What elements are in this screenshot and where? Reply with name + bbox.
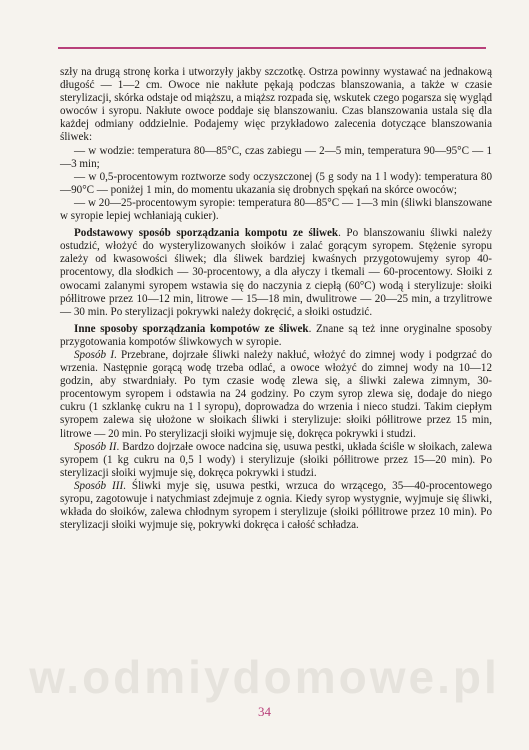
paragraph-other-methods xyxy=(60,323,492,349)
heading-other-methods: Inne sposoby sporządzania kompotów ze śliwek xyxy=(74,322,309,335)
paragraph-water: — w wodzie: temperatura 80—85°C, czas zabiegu — 2—5 min, temperatura 90—95°C — 1—3 min; xyxy=(60,144,492,170)
paragraph-soda: — w 0,5-procentowym roztworze sody oczyszczonej (5 g sody na 1 l wody): temperatura 80—90°C — poniżej 1 min, do momentu ukazania się drobnych spękań na skórce owoców; xyxy=(60,170,492,196)
heading-method-2: Sposób II xyxy=(74,440,117,453)
paragraph-method-3 xyxy=(60,480,492,532)
page-number: 34 xyxy=(258,704,271,719)
watermark: w.odmiydomowe.pl xyxy=(29,651,500,703)
text-basic-method: . Po blanszowaniu śliwki należy ostudzić, włożyć do wysterylizowanych słoików i zalać gorącym syropem. Stężenie syropu zależy od kwasowości śliwek; dla śliwek bardziej kwaśnych przygotowujemy syrop 40-procentowy, dla słodkich — 30-procentowy, a dla ałyczy i tkemali — 60-procentowy. Słoiki z owocami zalanymi syropem wstawia się do naczynia z ciepłą (60°C) wodą i sterylizuje: słoiki półlitrowe przez 10—12 min, litrowe — 15—18 min, dwulitrowe — 20—25 min, a trzylitrowe — 30 min. Po sterylizacji pokrywki należy dokręcić, a słoiki ostudzić. xyxy=(60,227,493,318)
text-method-1: . Przebrane, dojrzałe śliwki należy nakłuć, włożyć do zimnej wody i podgrzać do wrzenia. Następnie gorącą wodę trzeba odlać, a owoce włożyć do zimnej wody na 10—12 godzin, aby stwardniały. Po tym czasie wodę zlewa się, a śliwki zalewa zimnym, 30-procentowym syropem i odstawia na 24 godziny. Po czym syrop zlewa się, dodaje do niego cukru (1 szklankę cukru na 1 l syropu), doprowadza do wrzenia i nieco studzi. Takim ciepłym syropem zalewa się ułożone w słoikach śliwki i sterylizuje: słoiki półlitrowe przez 15 min, litrowe — 20 min. Po sterylizacji słoiki wyjmuje się, dokręca pokrywki i studzi. xyxy=(60,348,492,440)
paragraph-intro: szły na drugą stronę korka i utworzyły jakby szczotkę. Ostrza powinny wystawać na jednakową długość — 1—2 cm. Owoce nie nakłute pękają podczas blanszowania, a także w czasie sterylizacji, skórka odstaje od miąższu, a miąższ rozpada się, wskutek czego pogarsza się wygląd owoców i syropu. Nakłute owoce poddaje się blanszowaniu. Czas blanszowania ustala się dla każdej odmiany oddzielnie. Podajemy więc przykładowo zalecenia dotyczące blanszowania śliwek: xyxy=(60,66,492,144)
text-other-methods: . Znane są też inne oryginalne sposoby przygotowania kompotów śliwkowych w syropie. xyxy=(60,322,492,348)
heading-basic-method: Podstawowy sposób sporządzania kompotu ze śliwek xyxy=(74,227,339,240)
paragraph-syrup: — w 20—25-procentowym syropie: temperatura 80—85°C — 1—3 min (śliwki blanszowane w syropie lepiej wchłaniają cukier). xyxy=(60,196,492,223)
heading-method-3: Sposób III xyxy=(74,479,124,492)
page-body xyxy=(60,66,492,532)
text-method-3: . Śliwki myje się, usuwa pestki, wrzuca do wrzącego, 35—40-procentowego syropu, zagotowuje i natychmiast zdejmuje z ognia. Kiedy syrop wystygnie, wyjmuje się śliwki, wkłada do słoików, zalewa chłodnym syropem i sterylizuje (słoiki półlitrowe przez 10 min). Po sterylizacji słoiki wyjmuje się, pokrywki dokręca i całość schładza. xyxy=(60,479,492,532)
paragraph-basic-method xyxy=(60,227,492,319)
text-method-2: . Bardzo dojrzałe owoce nadcina się, usuwa pestki, układa ściśle w słoikach, zalewa syropem (1 kg cukru na 0,5 l wody) i sterylizuje (słoiki półlitrowe przez 15—20 min). Po sterylizacji słoiki wyjmuje się, dokręca pokrywki i studzi. xyxy=(60,440,492,479)
paragraph-method-1 xyxy=(60,349,492,441)
paragraph-method-2 xyxy=(60,441,492,480)
header-rule xyxy=(58,47,486,49)
heading-method-1: Sposób I xyxy=(74,348,115,361)
